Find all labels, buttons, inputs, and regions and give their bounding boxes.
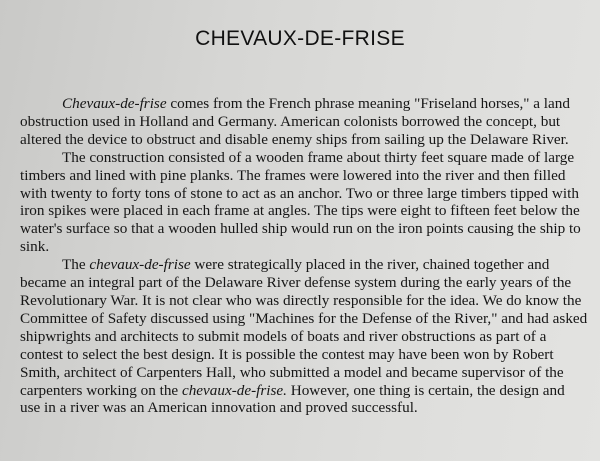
paragraph-text: were strategically placed in the river, chained together and became an integral part of the Delaware River defense system during the early years of the Revolutionary War. It is not clear who was directly responsible for the idea. We do know the Committee of Safety discussed using "Machines for the Defense of the River," and had asked shipwrights and architects to submit models of boats and river obstructions as part of a contest to select the best design. It is possible the contest may have been won by Robert Smith, architect of Carpenters Hall, who submitted a model and became supervisor of the carpenters working on the (20, 256, 588, 399)
paragraph-history (20, 256, 588, 417)
term-italic: chevaux-de-frise (89, 256, 191, 274)
paragraph-construction (20, 149, 588, 256)
placard-title: CHEVAUX-DE-FRISE (195, 27, 405, 50)
term-italic: Chevaux-de-frise (62, 95, 167, 112)
paragraph-text: comes from the French phrase meaning "Friseland horses," a land obstruction used in Holland and Germany. American colonists borrowed the concept, but altered the device to obstruct and disable enemy ships from sailing up the Delaware River. (20, 95, 570, 148)
paragraph-text: The construction consisted of a wooden frame about thirty feet square made of large timbers and lined with pine planks. The frames were lowered into the river and then filled with twenty to forty tons of stone to act as an anchor. Two or three large timbers tipped with iron spikes were placed in each frame at angles. The tips were eight to fifteen feet below the water's surface so that a wooden hulled ship would run on the iron points causing the ship to sink. (20, 148, 581, 256)
placard-body (20, 95, 588, 417)
paragraph-lead: The (62, 256, 90, 274)
paragraph-text: However, one thing is certain, the design and use in a river was an American innovation and proved successful. (20, 381, 565, 417)
paragraph-origin (20, 95, 588, 149)
term-italic: chevaux-de-frise. (181, 381, 287, 399)
